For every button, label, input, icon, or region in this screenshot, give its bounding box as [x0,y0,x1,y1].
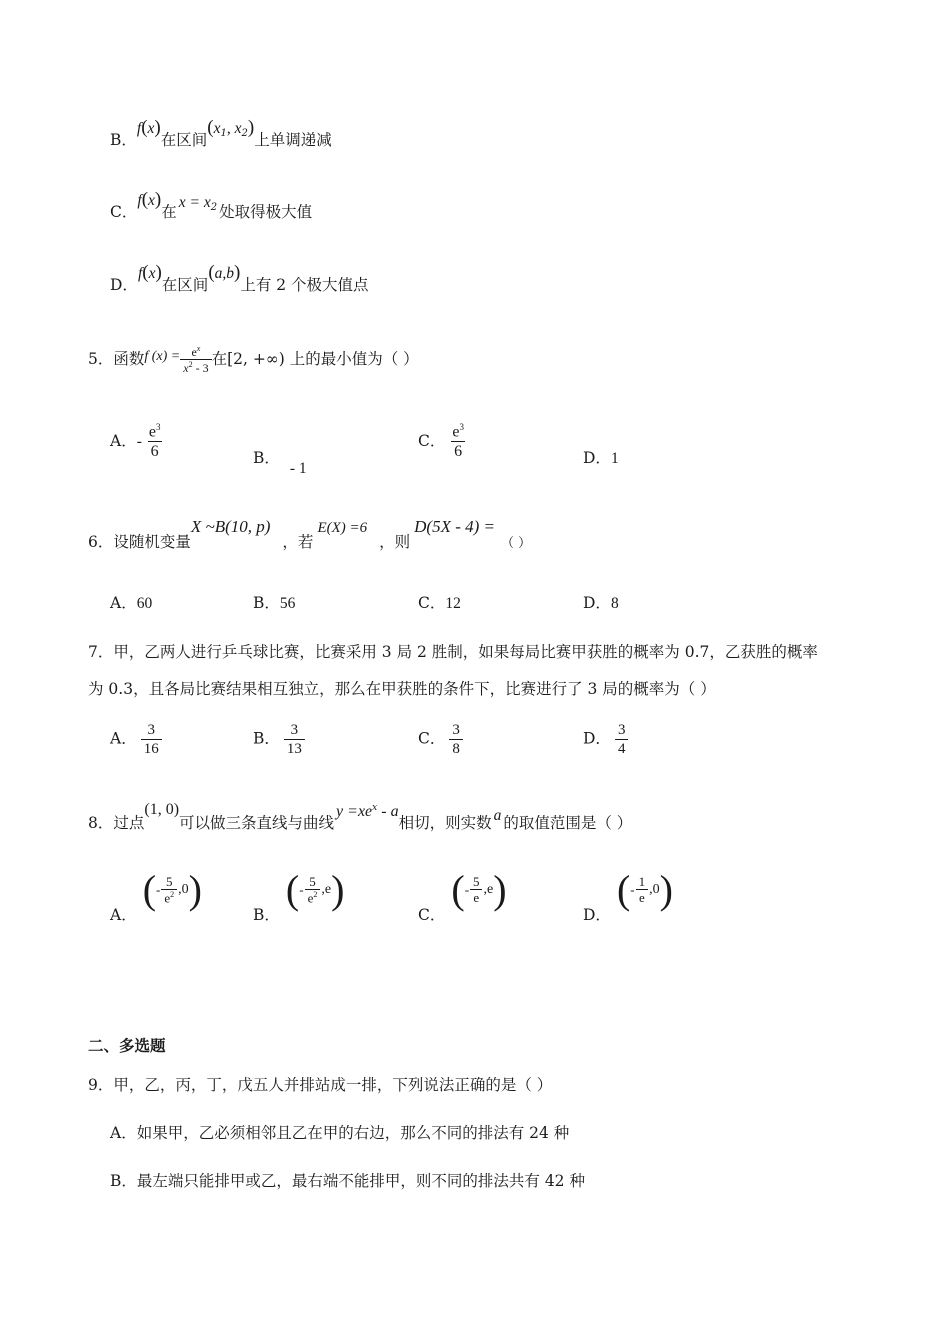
q8-b-den: e [307,890,314,906]
q7-b-num: 3 [290,722,299,738]
q6-option-a [110,591,152,613]
q8-curve-sup: x [372,802,378,813]
q8-b-label: B． [253,906,280,924]
q7-d-num: 3 [617,722,626,738]
q6-blank: （ ） [501,536,532,551]
q5-num: e [191,345,197,359]
q8-b-fraction [305,875,321,906]
q4-d-mid: 在区间 [161,276,209,294]
q5-b-value: - 1 [289,460,307,477]
q8-curve: y =xe [336,803,373,820]
q6-stem-prefix: 6．设随机变量 [88,533,191,551]
q6-b-value: 56 [279,595,296,612]
q9-option-a: A．如果甲，乙必须相邻且乙在甲的右边，那么不同的排法有 24 种 [110,1124,570,1142]
q8-c-num: 5 [473,873,480,889]
q7-option-b [253,722,305,757]
q5-b-label: B． [253,449,280,467]
q8-a-den: e [164,890,171,906]
q5-d-value: 1 [610,450,619,467]
q6-option-c [418,591,461,613]
q8-a-num: 5 [166,873,173,889]
q5-den-rest: - 3 [192,361,209,376]
q7-option-d [583,722,628,757]
q4-option-c-label: C． [110,203,138,221]
q5-num-sup: x [196,344,201,353]
q8-b-num: 5 [309,873,316,889]
q7-c-den: 8 [449,739,463,758]
q7-d-fraction [615,722,629,757]
q5-den-sup: 2 [188,360,193,370]
q4-b-func: f [136,120,142,137]
q8-curve-rest: - a [377,803,399,820]
q6-d-label: D． [583,594,611,612]
q8-d-right: 0 [652,882,660,897]
q8-d-num: 1 [638,873,646,889]
q5-stem-prefix: 5．函数 [88,350,145,369]
q6-option-d [583,591,619,613]
q6-stem [88,517,532,552]
q4-d-ab: a,b [214,265,235,282]
q5-a-sign: - [136,432,142,450]
q8-mid: 可以做三条直线与曲线 [179,814,335,832]
q4-b-s1: 1 [220,128,227,139]
q4-b-x2: x [234,120,242,137]
q8-a-fraction [161,875,177,906]
q6-distribution: X ~B(10, p) [190,517,271,536]
q6-sep1: ，若 [282,533,314,551]
q7-a-fraction [141,722,162,757]
q5-a-fraction [146,423,164,461]
q7-c-fraction [449,722,463,757]
q4-option-b: B．f(x)在区间($x_1$, $x_2$)上单调递减 [110,117,332,149]
q8-b-den-sup: 2 [313,889,318,899]
q6-c-label: C． [418,594,446,612]
q4-option-d-label: D． [110,276,138,294]
q7-b-den: 13 [284,739,305,758]
q7-d-label: D． [583,729,611,748]
q6-c-value: 12 [445,595,461,612]
q8-a: a [493,807,502,824]
q8-b-right: e [324,882,332,897]
q6-a-value: 60 [136,595,153,612]
q9-stem: 9．甲，乙，丙，丁，戊五人并排站成一排，下列说法正确的是（ ） [88,1076,553,1094]
q5-a-num: e [148,423,156,441]
q4-d-post: 上有 2 个极大值点 [240,276,369,294]
q5-c-sup: 3 [459,422,464,432]
q4-c-arg: x [148,192,155,209]
q5-option-a [110,423,163,461]
q8-stem-prefix: 8．过点 [88,814,145,832]
q8-a-right: 0 [181,882,189,897]
q6-variance: D(5X - 4) = [414,517,496,536]
q7-a-den: 16 [141,739,162,758]
q5-a-label: A． [110,431,137,450]
q5-option-c [418,423,467,461]
q5-option-b [253,446,307,477]
q5-stem [88,345,419,375]
q8-option-c: C．(- $\frac{5}{e}$ ,e) [418,867,507,924]
q8-a-den-sup: 2 [170,889,175,899]
q5-c-num: e [452,423,460,441]
section-heading: 二、多选题 [88,1036,166,1055]
q7-option-c [418,722,463,757]
q6-b-label: B． [253,594,280,612]
q5-c-den: 6 [451,441,465,461]
q7-b-label: B． [253,729,280,748]
q4-d-func: f [137,265,143,282]
q5-interval: 在[2, +∞) 上的最小值为（ ） [211,350,419,369]
q8-c-fraction [470,875,483,906]
q5-fraction [180,345,211,375]
q7-c-label: C． [418,729,446,748]
q8-d-den: e [638,890,645,905]
q8-post: 的取值范围是（ ） [503,814,633,832]
q8-stem [88,801,633,833]
q5-function-name: f (x) = [144,349,181,365]
q5-a-sup: 3 [155,422,161,432]
q7-a-label: A． [110,729,137,748]
q4-c-sub: 2 [210,202,218,213]
q8-d-label: D． [583,906,611,924]
q8-c-right: e [487,882,494,897]
q8-c-label: C． [418,906,446,924]
q8-point: (1, 0) [144,801,180,818]
q5-option-d [583,446,619,468]
q7-c-num: 3 [452,722,460,738]
q7-stem-line2: 为 0.3，且各局比赛结果相互独立，那么在甲获胜的条件下，比赛进行了 3 局的概率为（ ） [88,680,716,698]
q4-c-mid: 在 [161,203,177,221]
q8-mid2: 相切，则实数 [398,814,492,832]
q4-b-x1: x [213,120,221,137]
q8-option-b: B．(- $\frac{5}{e^2}$ ,e) [253,867,345,924]
q4-b-s2: 2 [241,128,248,139]
q8-option-a: A．(- $\frac{5}{e^2}$ ,0) [110,867,202,924]
q8-d-fraction [636,875,649,906]
q8-a-label: A． [110,906,137,924]
q5-c-label: C． [418,431,446,450]
q7-option-a [110,722,162,757]
q8-option-d: D．(- $\frac{1}{e}$ ,0) [583,867,673,924]
q8-c-den: e [473,890,480,905]
q4-d-arg: x [148,265,156,282]
q6-a-label: A． [110,594,137,612]
q5-c-fraction [449,423,467,461]
q6-expectation: E(X) =6 [317,520,368,536]
q5-d-label: D． [583,449,611,467]
q4-option-b-label: B． [110,131,137,149]
q5-a-den: 6 [148,441,162,461]
q7-d-den: 4 [615,739,629,758]
q6-sep2: ，则 [379,533,411,551]
q4-option-d: D．f(x)在区间(a,b)上有 2 个极大值点 [110,262,369,294]
q4-c-func: f [137,192,142,209]
q4-c-eq: x = x [178,194,211,211]
q7-b-fraction [284,722,305,757]
q4-b-mid: 在区间 [160,131,208,149]
q7-stem-line1: 7．甲，乙两人进行乒乓球比赛，比赛采用 3 局 2 胜制，如果每局比赛甲获胜的概率为 0.7，乙获胜的概率 [88,643,818,661]
q4-option-c: C．f(x)在$x = x_2$ 处取得极大值 [110,189,313,221]
q7-a-num: 3 [147,722,155,738]
q6-d-value: 8 [610,595,619,612]
q4-b-arg: x [147,120,155,137]
q4-b-post: 上单调递减 [254,131,332,149]
q6-option-b [253,591,295,613]
q4-c-post: 处取得极大值 [219,203,313,221]
q9-option-b: B．最左端只能排甲或乙，最右端不能排甲，则不同的排法共有 42 种 [110,1172,585,1190]
q5-den: x [183,361,189,376]
